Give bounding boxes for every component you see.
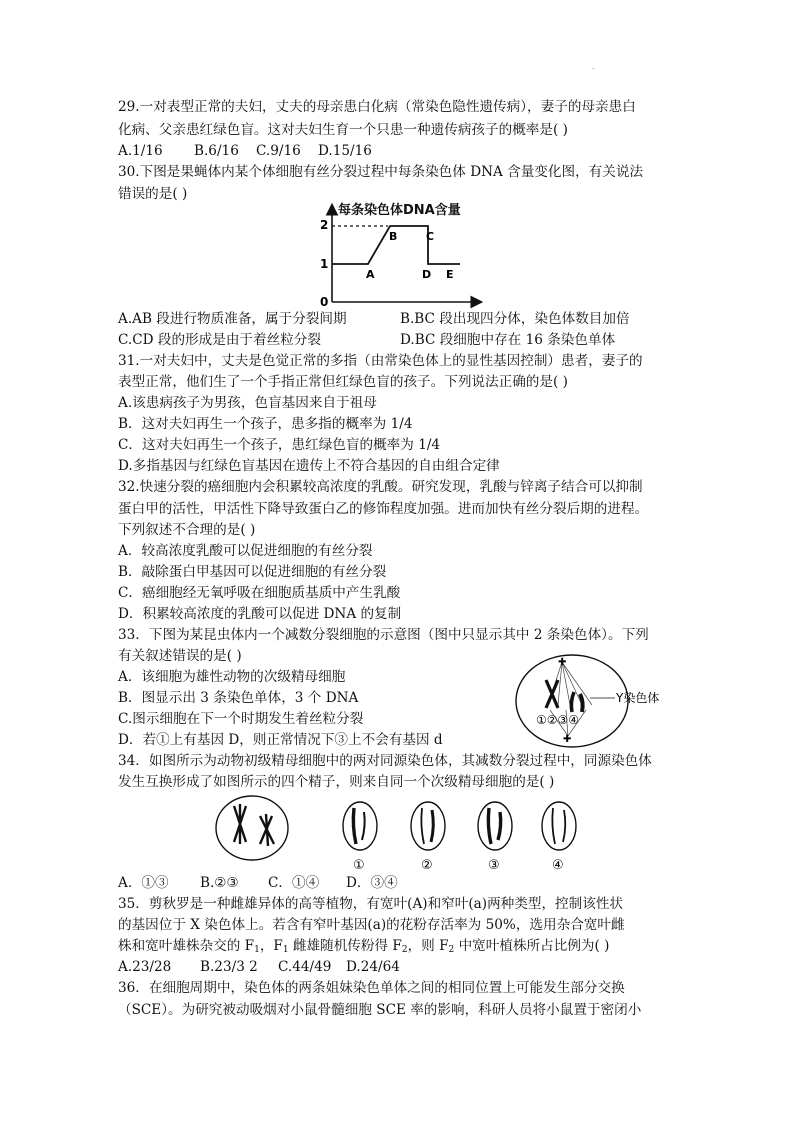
chromosome-y-chromatid (580, 694, 583, 712)
q31-stem-line2: 表型正常，他们生了一个手指正常但红绿色盲的孩子。下列说法正确的是( ) (118, 374, 568, 390)
sperm-2 (411, 802, 445, 850)
sperm-3-chromosome (488, 808, 491, 844)
q30-stem-line2: 错误的是( ) (118, 186, 188, 202)
q35-subscript: 1 (254, 945, 260, 955)
q31-option-a: A.该患病孩子为男孩，色盲基因来自于祖母 (118, 395, 377, 411)
q32-option-c: C．癌细胞经无氧呼吸在细胞质基质中产生乳酸 (118, 585, 401, 601)
spindle-fiber (562, 662, 570, 705)
q29-option-c: C.9/16 (256, 143, 301, 159)
q32-stem-line3: 下列叙述不合理的是( ) (118, 522, 256, 538)
chart-point-label-b: B (389, 230, 398, 243)
q34-options (118, 873, 398, 893)
sperm-label-2: ② (421, 858, 433, 873)
primary-spermatocyte (216, 796, 288, 860)
q35-subscript: 2 (401, 945, 408, 955)
q29-option-b: B.6/16 (194, 143, 239, 159)
chart-title: 每条染色体DNA含量 (338, 203, 461, 218)
chromatid-numbers: ①②③④ (536, 713, 580, 727)
chart-y-tick-1: 1 (320, 257, 329, 271)
chart-point-label-c: C (426, 230, 435, 243)
chromosome-x-shape (546, 680, 558, 708)
chromosome-y-chromatid (571, 692, 574, 712)
sperm-4-chromosome (552, 808, 555, 844)
q34-option-a: A．①③ (118, 875, 169, 891)
q34-option-d: D．③④ (346, 875, 398, 891)
q34-stem-line2: 发生互换形成了如图所示的四个精子，则来自同一个次级精母细胞的是( ) (118, 774, 555, 790)
chart-y-tick-0: 0 (320, 295, 329, 309)
sperm-label-1: ① (353, 858, 365, 873)
spindle-fiber (562, 662, 592, 705)
sperm-2-chromosome (421, 808, 424, 844)
chart-point-label-d: D (422, 268, 432, 281)
q35-options (118, 957, 400, 977)
q32-stem-line1: 32.快速分裂的癌细胞内会积累较高浓度的乳酸。研究发现，乳酸与锌离子结合可以抑制 (118, 479, 643, 495)
sperm-label-4: ④ (552, 858, 564, 873)
q30-options-row1 (118, 309, 630, 329)
q29-options (118, 141, 372, 161)
q35-text: ，F (259, 938, 283, 954)
q35-text: 雌雄随机传粉得 F (288, 938, 402, 954)
q30-options-row2 (118, 330, 615, 350)
q34-stem-line1: 34．如图所示为动物初级精母细胞中的两对同源染色体，其减数分裂过程中，同源染色体 (118, 753, 652, 769)
q35-subscript: 1 (282, 945, 289, 955)
y-chromosome-label: Y染色体 (616, 691, 660, 705)
q30-option-c: C.CD 段的形成是由于着丝粒分裂 (118, 332, 321, 348)
q32-stem-line2: 蛋白甲的活性，甲活性下降导致蛋白乙的修饰程度加强。进而加快有丝分裂后期的进程。 (118, 501, 649, 517)
q35-subscript: 2 (448, 945, 455, 955)
sperm-1-chromosome (362, 812, 365, 840)
dna-content-chart (310, 198, 490, 310)
sperm-3 (478, 802, 512, 850)
q33-option-b: B．图显示出 3 条染色单体，3 个 DNA (118, 690, 359, 706)
q35-option-c: C.44/49 (278, 959, 332, 975)
q30-option-d: D.BC 段细胞中存在 16 条染色单体 (400, 332, 616, 348)
q33-stem-line2: 有关叙述错误的是( ) (118, 648, 242, 664)
sperm-4 (542, 802, 576, 850)
q30-option-a: A.AB 段进行物质准备，属于分裂间期 (118, 311, 347, 327)
q35-stem-line2: 的基因位于 X 染色体上。若含有窄叶基因(a)的花粉存活率为 50%，选用杂合宽叶雌 (118, 917, 625, 933)
q35-option-a: A.23/28 (118, 959, 172, 975)
q32-option-d: D．积累较高浓度的乳酸可以促进 DNA 的复制 (118, 606, 402, 622)
q32-option-a: A．较高浓度乳酸可以促进细胞的有丝分裂 (118, 543, 373, 559)
chart-y-tick-2: 2 (320, 218, 329, 232)
q29-stem-line1: 29.一对表型正常的夫妇，丈夫的母亲患白化病（常染色隐性遗传病），妻子的母亲患白 (118, 99, 636, 115)
q30-stem-line1: 30.下图是果蝇体内某个体细胞有丝分裂过程中每条染色体 DNA 含量变化图，有关说法 (118, 164, 644, 180)
q33-option-a: A．该细胞为雄性动物的次级精母细胞 (118, 669, 346, 685)
q34-option-c: C．①④ (268, 875, 320, 891)
chart-point-label-e: E (446, 268, 454, 281)
sperm-2-chromosome (431, 810, 433, 842)
header-mark: . (592, 62, 595, 71)
centriole-top: ✚ (558, 657, 567, 668)
q31-option-b: B．这对夫妇再生一个孩子，患多指的概率为 1/4 (118, 416, 413, 432)
q35-text: ，则 F (407, 938, 449, 954)
q32-option-b: B．敲除蛋白甲基因可以促进细胞的有丝分裂 (118, 564, 387, 580)
q33-option-d: D．若①上有基因 D，则正常情况下③上不会有基因 d (118, 732, 443, 748)
q35-option-d: D.24/64 (346, 959, 400, 975)
sperm-1 (343, 802, 377, 850)
q35-stem-line1: 35．剪秋罗是一种雌雄异体的高等植物，有宽叶(A)和窄叶(a)两种类型，控制该性状 (118, 896, 624, 912)
homolog-pair-1 (234, 804, 246, 844)
meiosis-cell-figure (510, 650, 680, 750)
sperm-3-chromosome (498, 812, 501, 840)
q29-option-a: A.1/16 (118, 143, 163, 159)
q36-stem-line1: 36．在细胞周期中，染色体的两条姐妹染色单体之间的相同位置上可能发生部分交换 (118, 980, 625, 996)
q35-option-b: B.23/3 2 (200, 959, 258, 975)
q36-stem-line2: （SCE）。为研究被动吸烟对小鼠骨髓细胞 SCE 率的影响，科研人员将小鼠置于密闭小 (118, 1002, 642, 1018)
q31-option-d: D.多指基因与红绿色盲基因在遗传上不符合基因的自由组合定律 (118, 458, 500, 474)
homolog-pair-2 (260, 814, 274, 846)
q29-stem-line2: 化病、父亲患红绿色盲。这对夫妇生育一个只患一种遗传病孩子的概率是( ) (118, 122, 568, 138)
q31-stem-line1: 31.一对夫妇中，丈夫是色觉正常的多指（由常染色体上的显性基因控制）患者，妻子的 (118, 353, 643, 369)
sperm-label-3: ③ (488, 858, 500, 873)
sperm-4-chromosome (563, 810, 565, 842)
q33-option-c: C.图示细胞在下一个时期发生着丝粒分裂 (118, 711, 364, 727)
q33-stem-line1: 33．下图为某昆虫体内一个减数分裂细胞的示意图（图中只显示其中 2 条染色体）。下列 (118, 627, 649, 643)
chart-point-label-a: A (366, 268, 375, 281)
q30-option-b: B.BC 段出现四分体，染色体数目加倍 (400, 311, 630, 327)
homologous-chromosome-figure (210, 792, 600, 874)
centriole-bottom: ✚ (563, 734, 572, 745)
sperm-1-chromosome (353, 808, 356, 844)
q35-text: 株和宽叶雄株杂交的 F (118, 938, 255, 954)
q34-option-b: B.②③ (200, 875, 239, 891)
q35-text: 中宽叶植株所占比例为( ) (454, 938, 610, 954)
q29-option-d: D.15/16 (318, 143, 372, 159)
q31-option-c: C．这对夫妇再生一个孩子，患红绿色盲的概率为 1/4 (118, 437, 441, 453)
